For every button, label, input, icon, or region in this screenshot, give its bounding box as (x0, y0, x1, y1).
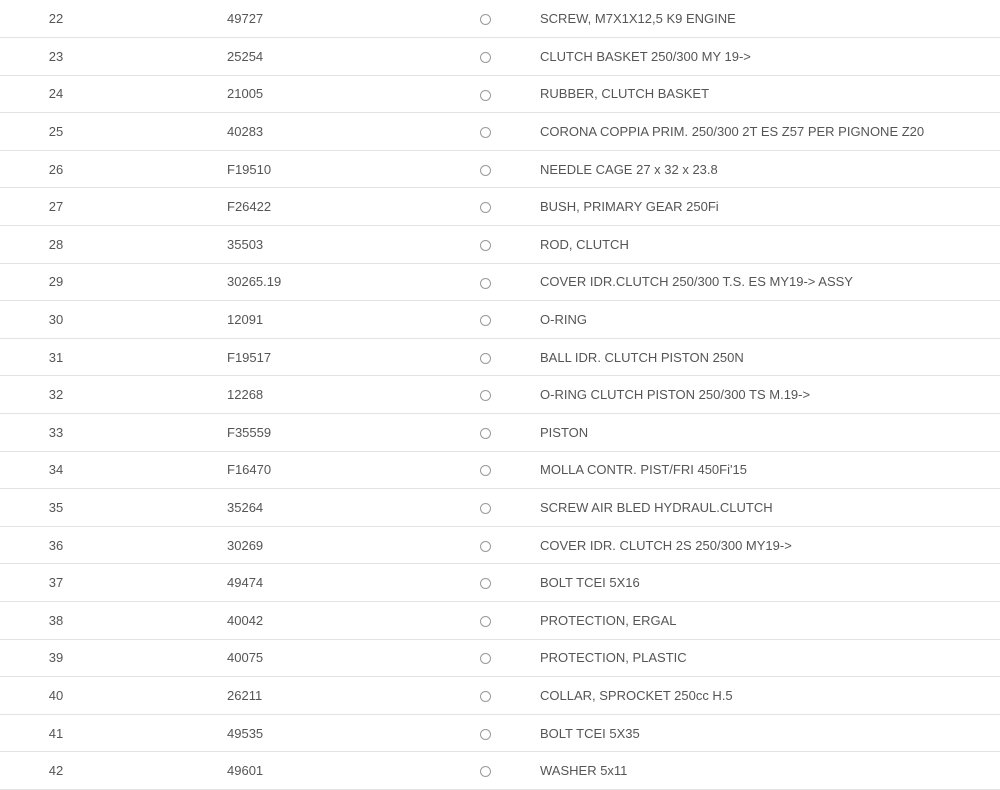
table-row[interactable] (0, 451, 1000, 489)
part-code-text: 35503 (227, 236, 264, 252)
part-quantity-text (362, 726, 480, 741)
radio-button-icon[interactable] (480, 616, 491, 627)
part-description: PISTON (540, 414, 1000, 452)
part-code (112, 75, 362, 113)
table-row[interactable] (0, 150, 1000, 188)
part-code (112, 639, 362, 677)
part-code (112, 376, 362, 414)
part-quantity (362, 75, 480, 113)
radio-button-icon[interactable] (480, 766, 491, 777)
part-description: RUBBER, CLUTCH BASKET (540, 75, 1000, 113)
part-code-text: 49601 (227, 763, 264, 779)
part-select-cell[interactable] (480, 714, 540, 752)
part-description: O-RING (540, 301, 1000, 339)
radio-button-icon[interactable] (480, 691, 491, 702)
part-select-cell[interactable] (480, 113, 540, 151)
part-reference-number: 42 (0, 752, 112, 790)
table-row[interactable] (0, 263, 1000, 301)
part-select-cell[interactable] (480, 677, 540, 715)
part-reference-number: 33 (0, 414, 112, 452)
part-code-text: 21005 (227, 86, 264, 102)
part-reference-number: 32 (0, 376, 112, 414)
part-reference-number: 36 (0, 526, 112, 564)
part-quantity-text (362, 312, 480, 327)
part-description: NEEDLE CAGE 27 x 32 x 23.8 (540, 150, 1000, 188)
part-description: SCREW, M7X1X12,5 K9 ENGINE (540, 0, 1000, 38)
table-row[interactable] (0, 677, 1000, 715)
part-code (112, 263, 362, 301)
table-row[interactable] (0, 301, 1000, 339)
part-quantity (362, 451, 480, 489)
table-row[interactable] (0, 489, 1000, 527)
part-quantity-text (362, 86, 480, 101)
part-code-text: 40075 (227, 650, 264, 666)
part-quantity (362, 38, 480, 76)
part-quantity-text (362, 425, 480, 440)
radio-button-icon[interactable] (480, 165, 491, 176)
radio-button-icon[interactable] (480, 503, 491, 514)
part-reference-number: 31 (0, 338, 112, 376)
part-quantity (362, 677, 480, 715)
part-quantity (362, 639, 480, 677)
radio-button-icon[interactable] (480, 240, 491, 251)
part-code-text: 40042 (227, 612, 264, 628)
radio-button-icon[interactable] (480, 541, 491, 552)
part-reference-number: 29 (0, 263, 112, 301)
part-code-text: 26211 (227, 687, 263, 703)
part-code (112, 451, 362, 489)
part-description: ROD, CLUTCH (540, 226, 1000, 264)
part-reference-number: 28 (0, 226, 112, 264)
part-reference-number: 27 (0, 188, 112, 226)
part-reference-number: 30 (0, 301, 112, 339)
part-select-cell[interactable] (480, 451, 540, 489)
part-select-cell[interactable] (480, 263, 540, 301)
part-code-text: 12268 (227, 387, 264, 403)
table-row[interactable] (0, 188, 1000, 226)
radio-button-icon[interactable] (480, 202, 491, 213)
part-code-text: 25254 (227, 48, 264, 64)
table-row[interactable] (0, 376, 1000, 414)
part-code-text: 49474 (227, 575, 264, 591)
part-description: COLLAR, SPROCKET 250cc H.5 (540, 677, 1000, 715)
radio-button-icon[interactable] (480, 315, 491, 326)
radio-button-icon[interactable] (480, 428, 491, 439)
table-row[interactable] (0, 564, 1000, 602)
part-code-text: 35264 (227, 500, 264, 516)
radio-button-icon[interactable] (480, 729, 491, 740)
part-quantity (362, 263, 480, 301)
part-description: COVER IDR.CLUTCH 250/300 T.S. ES MY19-> ASSY (540, 263, 1000, 301)
part-quantity-text (362, 350, 480, 365)
part-select-cell[interactable] (480, 188, 540, 226)
part-description: PROTECTION, ERGAL (540, 602, 1000, 640)
part-quantity (362, 602, 480, 640)
part-code (112, 0, 362, 38)
part-code (112, 752, 362, 790)
part-select-cell[interactable] (480, 526, 540, 564)
part-quantity-text (362, 274, 480, 289)
part-quantity (362, 489, 480, 527)
part-select-cell[interactable] (480, 75, 540, 113)
part-reference-number: 38 (0, 602, 112, 640)
part-reference-number: 39 (0, 639, 112, 677)
part-reference-number: 22 (0, 0, 112, 38)
part-quantity-text (362, 49, 480, 64)
part-code-text: 40283 (227, 124, 264, 140)
table-row[interactable] (0, 752, 1000, 790)
radio-button-icon[interactable] (480, 127, 491, 138)
part-select-cell[interactable] (480, 639, 540, 677)
table-row[interactable] (0, 602, 1000, 640)
part-code-text: 49535 (227, 725, 264, 741)
part-code-text: 30269 (227, 537, 264, 553)
part-reference-number: 25 (0, 113, 112, 151)
part-quantity-text (362, 688, 480, 703)
part-select-cell[interactable] (480, 0, 540, 38)
part-code-text: F19510 (227, 161, 272, 177)
part-description: BOLT TCEI 5X16 (540, 564, 1000, 602)
part-quantity (362, 0, 480, 38)
part-select-cell[interactable] (480, 564, 540, 602)
part-reference-number: 26 (0, 150, 112, 188)
part-quantity-text (362, 538, 480, 553)
part-select-cell[interactable] (480, 376, 540, 414)
part-code-text: F26422 (227, 199, 272, 215)
part-select-cell[interactable] (480, 414, 540, 452)
part-quantity-text (362, 613, 480, 628)
part-quantity-text (362, 11, 480, 26)
part-code (112, 150, 362, 188)
part-description: BALL IDR. CLUTCH PISTON 250N (540, 338, 1000, 376)
part-quantity (362, 526, 480, 564)
table-row[interactable] (0, 338, 1000, 376)
part-select-cell[interactable] (480, 150, 540, 188)
part-description: COVER IDR. CLUTCH 2S 250/300 MY19-> (540, 526, 1000, 564)
part-quantity (362, 113, 480, 151)
table-row[interactable] (0, 414, 1000, 452)
table-row[interactable] (0, 714, 1000, 752)
part-reference-number: 23 (0, 38, 112, 76)
part-description: O-RING CLUTCH PISTON 250/300 TS M.19-> (540, 376, 1000, 414)
part-code-text: 49727 (227, 11, 264, 27)
part-quantity (362, 301, 480, 339)
part-quantity (362, 564, 480, 602)
part-code (112, 338, 362, 376)
part-description: BOLT TCEI 5X35 (540, 714, 1000, 752)
radio-button-icon[interactable] (480, 653, 491, 664)
part-quantity-text (362, 462, 480, 477)
part-select-cell[interactable] (480, 752, 540, 790)
part-reference-number: 35 (0, 489, 112, 527)
part-code-text: 12091 (227, 312, 264, 328)
part-quantity-text (362, 162, 480, 177)
part-code (112, 714, 362, 752)
part-quantity (362, 338, 480, 376)
part-quantity-text (362, 237, 480, 252)
part-code (112, 38, 362, 76)
part-description: SCREW AIR BLED HYDRAUL.CLUTCH (540, 489, 1000, 527)
table-row[interactable] (0, 75, 1000, 113)
part-code (112, 301, 362, 339)
part-code-text: F35559 (227, 424, 272, 440)
part-quantity-text (362, 387, 480, 402)
radio-button-icon[interactable] (480, 353, 491, 364)
radio-button-icon[interactable] (480, 278, 491, 289)
part-quantity (362, 150, 480, 188)
table-row[interactable] (0, 639, 1000, 677)
part-code (112, 526, 362, 564)
radio-button-icon[interactable] (480, 390, 491, 401)
part-reference-number: 41 (0, 714, 112, 752)
part-reference-number: 34 (0, 451, 112, 489)
part-description: MOLLA CONTR. PIST/FRI 450Fi'15 (540, 451, 1000, 489)
part-quantity-text (362, 575, 480, 590)
part-description: CORONA COPPIA PRIM. 250/300 2T ES Z57 PER PIGNONE Z20 (540, 113, 1000, 151)
part-code (112, 226, 362, 264)
part-select-cell[interactable] (480, 489, 540, 527)
part-quantity (362, 752, 480, 790)
part-description: CLUTCH BASKET 250/300 MY 19-> (540, 38, 1000, 76)
part-code-text: F19517 (227, 349, 272, 365)
part-quantity-text (362, 650, 480, 665)
table-row[interactable] (0, 226, 1000, 264)
part-quantity (362, 376, 480, 414)
part-code (112, 414, 362, 452)
radio-button-icon[interactable] (480, 578, 491, 589)
part-reference-number: 24 (0, 75, 112, 113)
table-row[interactable] (0, 526, 1000, 564)
part-code-text: 30265.19 (227, 274, 282, 290)
table-row[interactable] (0, 113, 1000, 151)
part-quantity (362, 414, 480, 452)
part-quantity (362, 226, 480, 264)
part-code (112, 677, 362, 715)
part-description: WASHER 5x11 (540, 752, 1000, 790)
part-quantity-text (362, 124, 480, 139)
part-code-text: F16470 (227, 462, 272, 478)
part-description: PROTECTION, PLASTIC (540, 639, 1000, 677)
part-code (112, 489, 362, 527)
radio-button-icon[interactable] (480, 465, 491, 476)
part-description: BUSH, PRIMARY GEAR 250Fi (540, 188, 1000, 226)
radio-button-icon[interactable] (480, 14, 491, 25)
part-select-cell[interactable] (480, 602, 540, 640)
part-code (112, 564, 362, 602)
table-row[interactable] (0, 38, 1000, 76)
part-select-cell[interactable] (480, 338, 540, 376)
part-quantity-text (362, 763, 480, 778)
part-code (112, 113, 362, 151)
part-code (112, 602, 362, 640)
part-quantity-text (362, 500, 480, 515)
part-quantity (362, 714, 480, 752)
table-row[interactable] (0, 0, 1000, 38)
part-quantity-text (362, 199, 480, 214)
radio-button-icon[interactable] (480, 90, 491, 101)
part-quantity (362, 188, 480, 226)
part-code (112, 188, 362, 226)
part-reference-number: 37 (0, 564, 112, 602)
part-reference-number: 40 (0, 677, 112, 715)
part-select-cell[interactable] (480, 38, 540, 76)
part-select-cell[interactable] (480, 301, 540, 339)
radio-button-icon[interactable] (480, 52, 491, 63)
part-select-cell[interactable] (480, 226, 540, 264)
